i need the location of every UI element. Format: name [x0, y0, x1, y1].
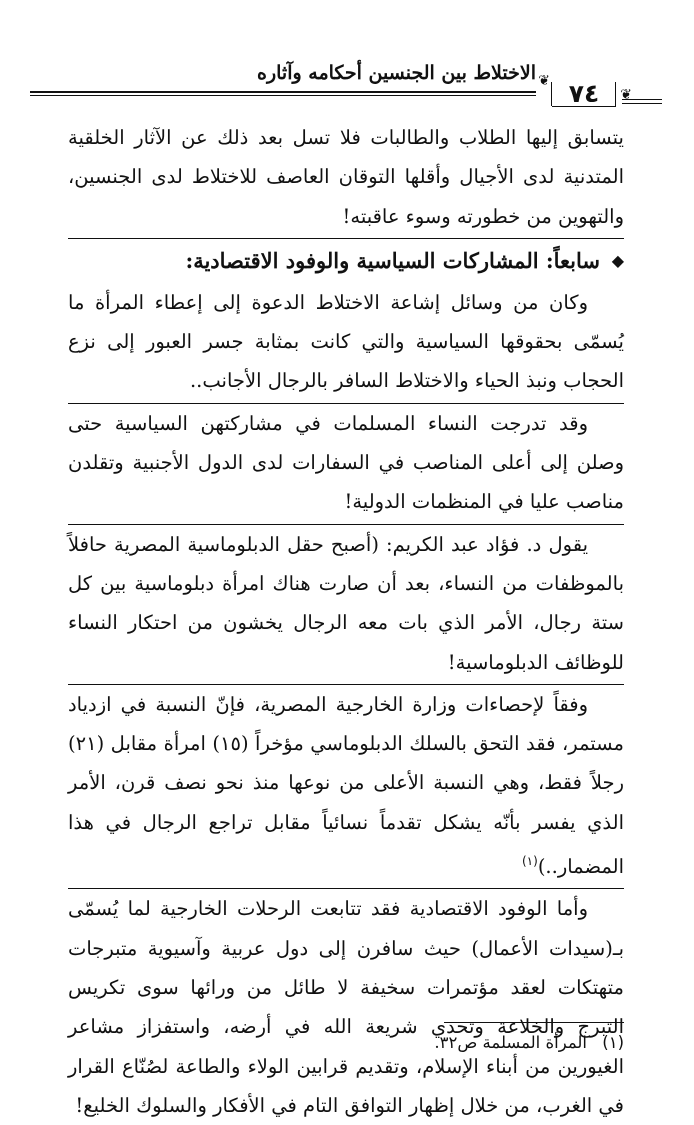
- page-number-bracket-right: [615, 82, 616, 106]
- running-header: [30, 58, 662, 110]
- paragraph: وكان من وسائل إشاعة الاختلاط الدعوة إلى إعطاء المرأة ما يُسمّى بحقوقها السياسية والتي كانت بمثابة جسر العبور إلى نزع الحجاب ونبذ الحياء والاختلاط السافر بالرجال الأجانب..: [68, 283, 624, 404]
- header-rule: [30, 91, 536, 93]
- page-number-bracket-left: [551, 82, 552, 106]
- paragraph-continuation: يتسابق إليها الطلاب والطالبات فلا تسل بعد ذلك عن الآثار الخلقية المتدنية لدى الأجيال وأقلها التوقان العاصف للاختلاط لدى الجنسين، والتهوين من خطورته وسوء عاقبته!: [68, 118, 624, 239]
- decorative-dash-line: [622, 103, 662, 104]
- paragraph: وأما الوفود الاقتصادية فقد تتابعت الرحلات الخارجية لما يُسمّى بـ(سيدات الأعمال) حيث سافرن إلى دول عربية وآسيوية متبرجات متهتكات لعقد مؤتمرات سخيفة لا طائل من ورائها سوى تكريس التبرج والخلاعة وتحدي شريعة الله في أرضه، واستفزاز مشاعر الغيورين من أبناء الإسلام، وتقديم قرابين الولاء والطاعة لصُنّاع القرار في الغرب، من خلال إظهار التوافق التام في الأفكار والسلوك الخليع!: [68, 897, 624, 1117]
- page-number: ٧٤: [568, 79, 600, 108]
- bullet-diamond-icon: ◆: [611, 250, 624, 270]
- header-rule-thin: [30, 95, 536, 96]
- decorative-dash-line: [622, 99, 662, 100]
- footnote-text: المرأة المسلمة ص٣٢.: [434, 1033, 587, 1052]
- quote-paragraph: [68, 685, 624, 889]
- header-title: الاختلاط بين الجنسين أحكامه وآثاره: [257, 62, 536, 84]
- fleuron-ornament-right-icon: ❦: [620, 87, 632, 103]
- main-body: [68, 118, 624, 1125]
- footnote: [68, 1030, 624, 1056]
- footnote-reference: (١): [521, 854, 538, 869]
- footnote-number: (١): [602, 1033, 624, 1052]
- quote-text: وفقاً لإحصاءات وزارة الخارجية المصرية، فإنّ النسبة في ازدياد مستمر، فقد التحق بالسلك الدبلوماسي مؤخراً (١٥) امرأة مقابل (٢١) رجلاً فقط، وهي النسبة الأعلى من نوعها منذ نحو نصف قرن، الأمر الذي يفسر بأنّه يشكل تقدماً نسائياً مقابل تراجع الرجال في هذا المضمار..): [68, 692, 624, 879]
- footnote-rule: [444, 1022, 624, 1023]
- section-heading: [68, 239, 624, 283]
- fleuron-ornament-left-icon: ❦: [538, 73, 550, 89]
- paragraph: وقد تدرجت النساء المسلمات في مشاركتهن السياسية حتى وصلن إلى أعلى المناصب في السفارات لدى الدول الأجنبية وتقلدن مناصب عليا في المنظمات الدولية!: [68, 404, 624, 525]
- section-heading-text: سابعاً: المشاركات السياسية والوفود الاقتصادية:: [185, 247, 600, 273]
- quote-paragraph: يقول د. فؤاد عبد الكريم: (أصبح حقل الدبلوماسية المصرية حافلاً بالموظفات من النساء، بعد أن صارت هناك امرأة دبلوماسية بين كل ستة رجال، الأمر الذي بات معه الرجال يخشون من احتكار النساء للوظائف الدبلوماسية!: [68, 525, 624, 685]
- page-number-underline: [552, 106, 616, 107]
